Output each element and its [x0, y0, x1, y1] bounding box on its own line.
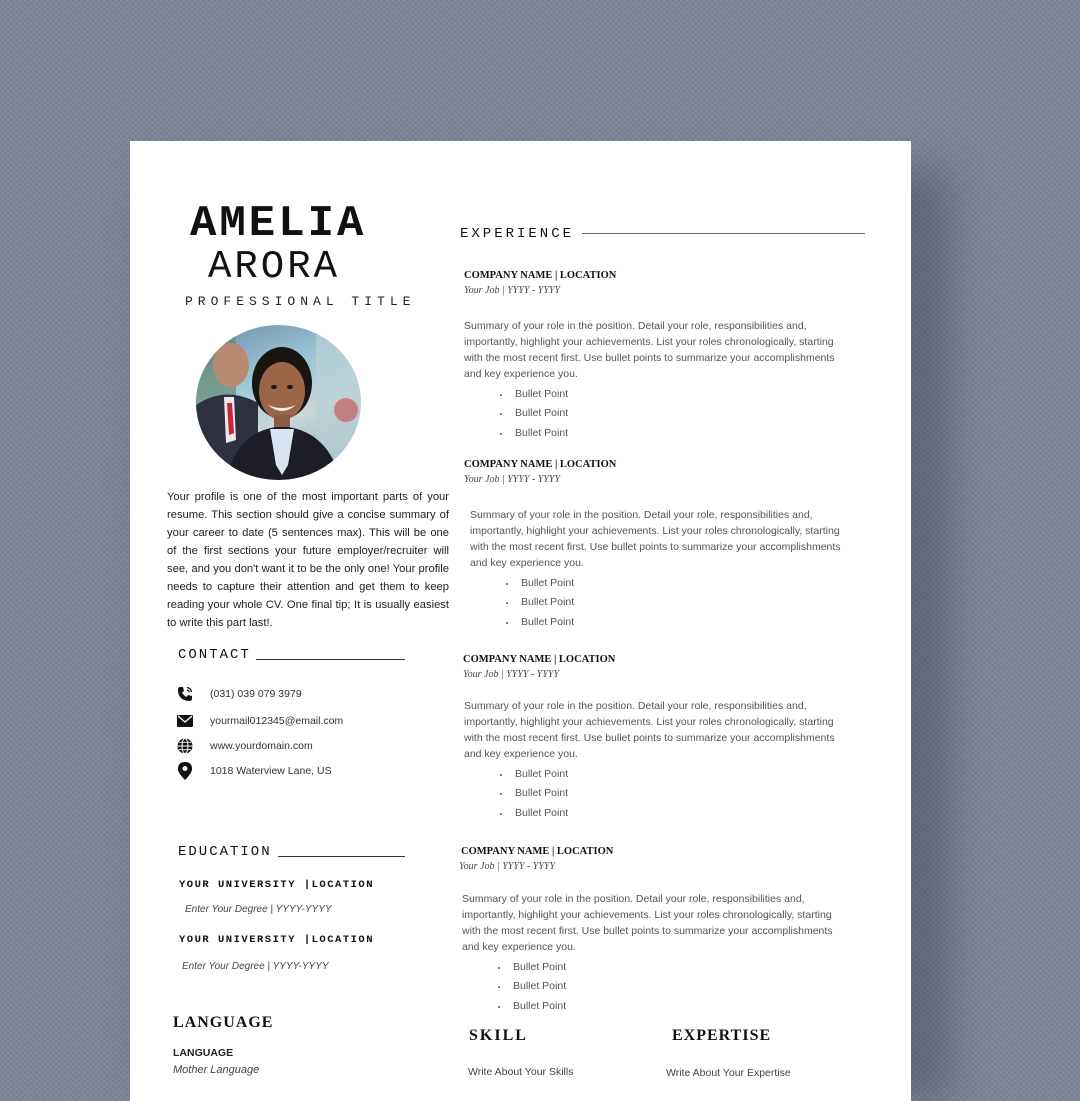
- first-name: AMELIA: [190, 199, 367, 249]
- phone-icon: [176, 686, 194, 702]
- contact-address-text: 1018 Waterview Lane, US: [210, 765, 332, 777]
- contact-website[interactable]: [176, 738, 313, 754]
- education-divider: [278, 856, 405, 857]
- job-bullet: • Bullet Point: [511, 804, 843, 823]
- skill-text: Write About Your Skills: [468, 1066, 574, 1078]
- last-name: ARORA: [208, 245, 341, 289]
- contact-email-text: yourmail012345@email.com: [210, 715, 344, 727]
- language-label: LANGUAGE: [173, 1047, 234, 1059]
- job-company: COMPANY NAME | LOCATION: [463, 654, 616, 665]
- job-bullets: [461, 958, 841, 1016]
- contact-phone-text: (031) 039 079 3979: [210, 688, 302, 700]
- language-value: Mother Language: [173, 1064, 260, 1076]
- profile-summary: Your profile is one of the most important parts of your resume. This section should give a concise summary of your career to date (5 sentences max). This will be one of the first sections your future employer/recruiter will see, and you don't want it to be the only one! Your profile needs to capture their attention and get them to keep reading your whole CV. One final tip; It is usually easiest to write this part last!.: [167, 491, 449, 629]
- job-bullet: • Bullet Point: [511, 784, 843, 803]
- job-bullet: • Bullet Point: [509, 958, 841, 977]
- expertise-heading: EXPERTISE: [672, 1027, 772, 1044]
- job-role: Your Job | YYYY - YYYY: [464, 474, 561, 485]
- education-school-2: YOUR UNIVERSITY |LOCATION: [179, 934, 375, 946]
- education-degree-1: Enter Your Degree | YYYY-YYYY: [185, 904, 332, 915]
- contact-address[interactable]: [176, 763, 332, 779]
- job-bullet: • Bullet Point: [517, 613, 844, 632]
- job-summary: Summary of your role in the position. Detail your role, responsibilities and, importantly, highlight your achievements. List your roles chronologically, starting with the most recent first. Use bullet points to summarize your accomplishments and key experience you.: [464, 700, 835, 760]
- expertise-text: Write About Your Expertise: [666, 1067, 791, 1079]
- job-summary: Summary of your role in the position. Detail your role, responsibilities and, importantly, highlight your achievements. List your roles chronologically, starting with the most recent first. Use bullet points to summarize your accomplishments and key experience you.: [470, 509, 841, 569]
- education-degree-2: Enter Your Degree | YYYY-YYYY: [182, 961, 329, 972]
- job-bullet: • Bullet Point: [511, 404, 844, 423]
- job-bullet: • Bullet Point: [517, 593, 844, 612]
- job-bullet: • Bullet Point: [511, 765, 843, 784]
- contact-phone[interactable]: [176, 686, 302, 702]
- language-heading: LANGUAGE: [173, 1014, 274, 1031]
- professional-title: PROFESSIONAL TITLE: [185, 294, 416, 309]
- job-company: COMPANY NAME | LOCATION: [464, 270, 617, 281]
- job-bullet: • Bullet Point: [517, 574, 844, 593]
- job-entry: [464, 270, 844, 443]
- profile-photo: [196, 325, 361, 480]
- job-entry: [464, 459, 844, 632]
- contact-divider: [256, 659, 405, 660]
- job-bullet: • Bullet Point: [511, 424, 844, 443]
- job-company: COMPANY NAME | LOCATION: [464, 459, 617, 470]
- job-role: Your Job | YYYY - YYYY: [464, 285, 561, 296]
- job-bullet: • Bullet Point: [511, 385, 844, 404]
- job-entry: [463, 654, 843, 823]
- job-bullet: • Bullet Point: [509, 997, 841, 1016]
- job-company: COMPANY NAME | LOCATION: [461, 846, 614, 857]
- experience-divider: [582, 233, 865, 234]
- job-summary: Summary of your role in the position. Detail your role, responsibilities and, importantly, highlight your achievements. List your roles chronologically, starting with the most recent first. Use bullet points to summarize your accomplishments and key experience you.: [464, 320, 835, 380]
- education-heading: EDUCATION: [178, 844, 272, 860]
- skill-heading: SKILL: [469, 1027, 528, 1044]
- contact-heading: CONTACT: [178, 647, 251, 663]
- envelope-icon: [176, 713, 194, 729]
- contact-website-text: www.yourdomain.com: [210, 740, 313, 752]
- job-bullet: • Bullet Point: [509, 977, 841, 996]
- contact-email[interactable]: [176, 713, 343, 729]
- globe-icon: [176, 738, 194, 754]
- job-entry: [461, 846, 841, 1016]
- job-bullets: [464, 385, 844, 443]
- job-role: Your Job | YYYY - YYYY: [459, 861, 556, 872]
- location-pin-icon: [176, 763, 194, 779]
- job-bullets: [464, 574, 844, 632]
- job-summary: Summary of your role in the position. Detail your role, responsibilities and, importantly, highlight your achievements. List your roles chronologically, starting with the most recent first. Use bullet points to summarize your accomplishments and key experience you.: [462, 893, 833, 953]
- job-bullets: [463, 765, 843, 823]
- experience-heading: EXPERIENCE: [460, 226, 575, 242]
- education-school-1: YOUR UNIVERSITY |LOCATION: [179, 879, 375, 891]
- resume-page: [130, 141, 911, 1101]
- job-role: Your Job | YYYY - YYYY: [463, 669, 560, 680]
